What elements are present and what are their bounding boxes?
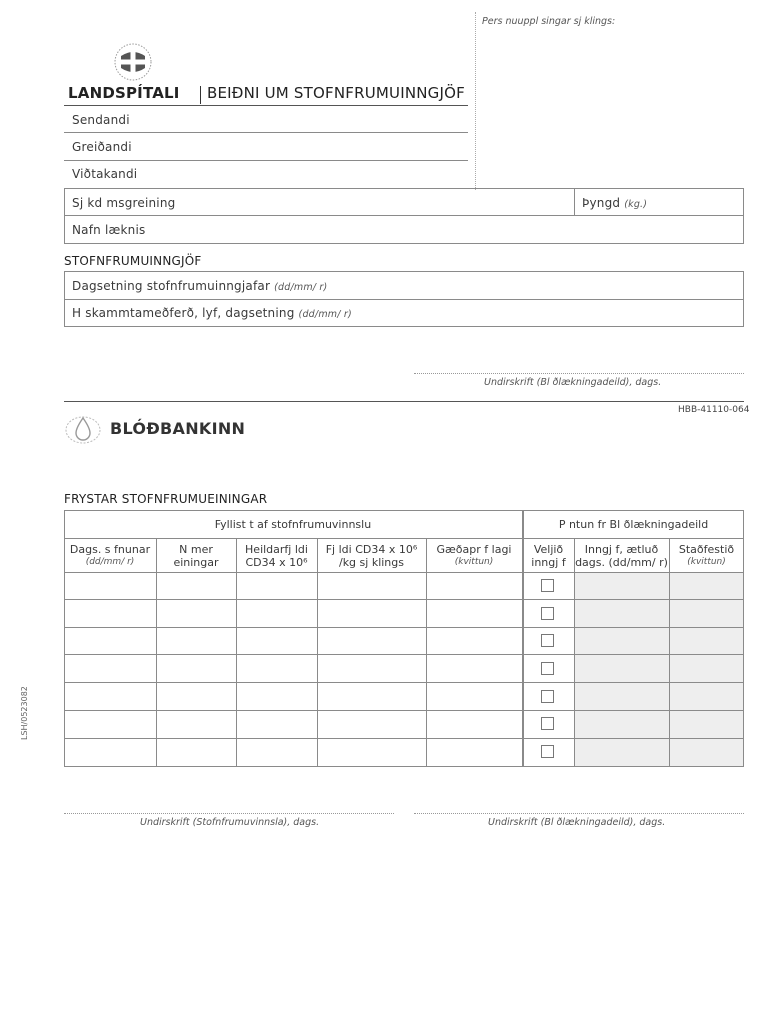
- divider: [64, 299, 744, 300]
- form-title: BEIÐNI UM STOFNFRUMUINNGJÖF: [207, 84, 465, 102]
- col-header-line1: Heildarfj ldi: [245, 543, 308, 556]
- side-form-code: LSH/0523082: [20, 686, 29, 740]
- col-header-line1: Staðfestið: [678, 543, 735, 556]
- table-row: [64, 654, 744, 655]
- infusion-date-label: Dagsetning stofnfrumuinngjafar: [72, 279, 271, 293]
- blood-drop-icon: [64, 413, 102, 445]
- col-header-line2: (dd/mm/ r): [85, 557, 135, 567]
- hospital-name: LANDSPÍTALI: [68, 84, 180, 102]
- col-header-line1: Gæðapr f lagi: [436, 543, 512, 556]
- blood-bank-name: BLÓÐBANKINN: [110, 419, 246, 438]
- divider: [64, 160, 468, 161]
- infusion-signature-label: Undirskrift (Bl ðlækningadeild), dags.: [484, 377, 662, 388]
- col-header-line2: inngj f: [531, 556, 566, 569]
- col-header-line2: /kg sj klings: [338, 556, 404, 569]
- physician-name-field[interactable]: Nafn læknis: [72, 223, 146, 237]
- col-header-line2: CD34 x 10⁶: [245, 556, 308, 569]
- signature-line: [64, 813, 394, 814]
- select-infusion-checkbox[interactable]: [541, 690, 554, 703]
- divider: [574, 188, 575, 215]
- col-header-line2: dags. (dd/mm/ r): [575, 556, 668, 569]
- ward-signature-label: Undirskrift (Bl ðlækningadeild), dags.: [488, 817, 666, 828]
- payer-field[interactable]: Greiðandi: [72, 140, 132, 154]
- table-row: [64, 738, 744, 739]
- col-header-confirm: [669, 543, 744, 569]
- col-header-line1: Veljið: [533, 543, 564, 556]
- col-header-line1: N mer: [179, 543, 213, 556]
- landspitali-logo-icon: [108, 42, 158, 82]
- select-infusion-checkbox[interactable]: [541, 579, 554, 592]
- column-divider: [236, 538, 237, 767]
- patient-label-divider: [475, 12, 476, 190]
- col-header-total-cd34: [236, 543, 317, 569]
- infusion-date-field[interactable]: [72, 279, 327, 293]
- col-header-line1: Inngj f, ætluð: [584, 543, 659, 556]
- col-header-cd34-per-kg: [317, 543, 426, 569]
- header-rule: [64, 105, 468, 106]
- conditioning-label: H skammtameðferð, lyf, dagsetning: [72, 306, 295, 320]
- recipient-field[interactable]: Viðtakandi: [72, 167, 138, 181]
- col-header-planned-date: [574, 543, 669, 569]
- ward-group-header: P ntun fr Bl ðlækningadeild: [558, 518, 709, 531]
- col-header-quality-check: [426, 543, 522, 569]
- diagnosis-field[interactable]: Sj kd msgreining: [72, 196, 176, 210]
- sender-field[interactable]: Sendandi: [72, 113, 130, 127]
- header-divider: [200, 86, 201, 104]
- weight-label: Þyngd: [582, 196, 621, 210]
- signature-line: [414, 813, 744, 814]
- select-infusion-checkbox[interactable]: [541, 607, 554, 620]
- select-infusion-checkbox[interactable]: [541, 662, 554, 675]
- col-header-select: [523, 543, 574, 569]
- form-code: HBB-41110-064: [678, 405, 750, 415]
- patient-info-label: Pers nuuppl singar sj klings:: [482, 16, 616, 27]
- column-divider: [574, 538, 575, 767]
- table-row: [64, 710, 744, 711]
- col-header-line1: Fj ldi CD34 x 10⁶: [325, 543, 418, 556]
- select-infusion-checkbox[interactable]: [541, 745, 554, 758]
- conditioning-format: (dd/mm/ r): [298, 309, 352, 320]
- column-divider: [669, 538, 670, 767]
- table-header-rule: [64, 572, 744, 573]
- col-header-line2: (kvittun): [687, 557, 726, 567]
- table-row: [64, 682, 744, 683]
- column-divider: [156, 538, 157, 767]
- column-divider: [426, 538, 427, 767]
- infusion-section-title: STOFNFRUMUINNGJÖF: [64, 254, 202, 268]
- signature-line: [414, 373, 744, 374]
- col-header-line2: einingar: [173, 556, 219, 569]
- conditioning-field[interactable]: [72, 306, 352, 320]
- lab-signature-label: Undirskrift (Stofnfrumuvinnsla), dags.: [140, 817, 320, 828]
- section-rule: [64, 401, 744, 402]
- divider: [64, 215, 744, 216]
- infusion-date-format: (dd/mm/ r): [274, 282, 328, 293]
- col-header-line1: Dags. s fnunar: [69, 543, 151, 556]
- weight-field[interactable]: [582, 196, 647, 210]
- table-header-rule: [64, 538, 744, 539]
- weight-unit: (kg.): [624, 199, 648, 210]
- divider: [64, 132, 468, 133]
- table-row: [64, 627, 744, 628]
- column-divider: [317, 538, 318, 767]
- col-header-unit-number: [156, 543, 236, 569]
- frozen-units-title: FRYSTAR STOFNFRUMUEININGAR: [64, 492, 268, 506]
- select-infusion-checkbox[interactable]: [541, 634, 554, 647]
- select-infusion-checkbox[interactable]: [541, 717, 554, 730]
- col-header-freeze-date: [64, 543, 156, 569]
- col-header-line2: (kvittun): [454, 557, 494, 567]
- table-row: [64, 599, 744, 600]
- lab-group-header: Fyllist t af stofnfrumuvinnslu: [214, 518, 372, 531]
